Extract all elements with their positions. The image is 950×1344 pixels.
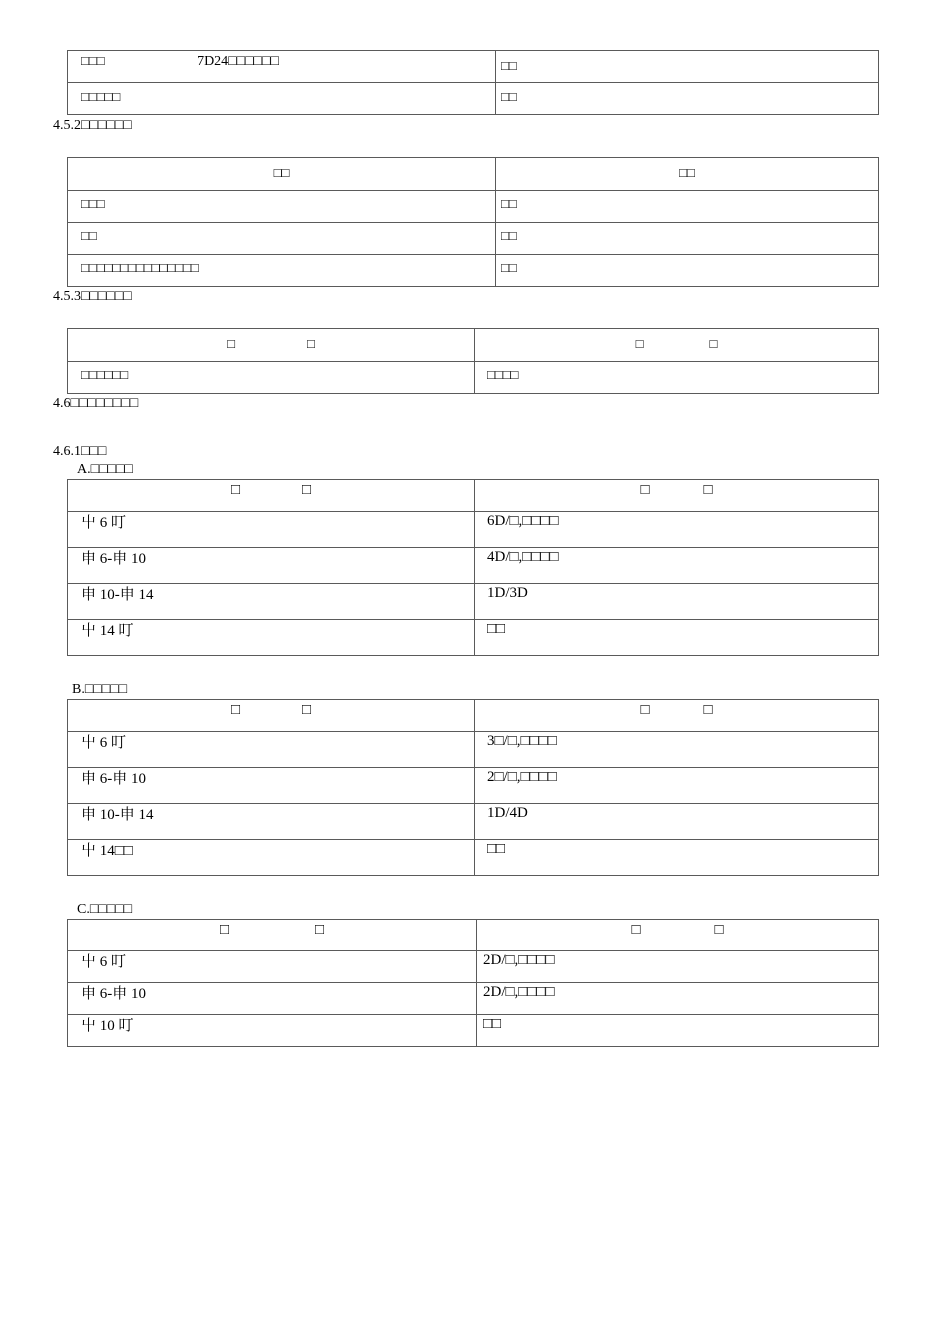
table-cell <box>475 768 879 804</box>
table-cell <box>68 584 475 620</box>
table-row <box>68 768 879 804</box>
table-header-cell <box>475 700 879 732</box>
table-header-row <box>68 329 879 362</box>
header-text: □ <box>640 482 650 498</box>
table-cell <box>68 362 475 394</box>
table-cell <box>475 732 879 768</box>
table-cell <box>68 840 475 876</box>
section-heading-4-5-3: 4.5.3□□□□□□ <box>53 289 132 304</box>
header-text: □ <box>307 336 315 351</box>
table-cell <box>475 548 879 584</box>
table-header-cell <box>496 158 879 191</box>
cell-text: 申 6-申 10 <box>81 986 146 1002</box>
cell-text: □□ <box>81 228 97 243</box>
table-row <box>68 840 879 876</box>
header-text: □ <box>315 922 325 938</box>
table-a-label: A.□□□□□ <box>77 462 133 477</box>
table-cell <box>68 768 475 804</box>
table-header-row <box>68 920 879 951</box>
cell-text: 屮 6 叮 <box>81 735 127 751</box>
table-header-row <box>68 700 879 732</box>
table-4-5-3 <box>67 328 879 394</box>
table-row <box>68 584 879 620</box>
table-row <box>68 83 879 115</box>
table-cell <box>496 223 879 255</box>
table-cell <box>477 951 879 983</box>
table-header-cell <box>68 480 475 512</box>
table-header-cell <box>68 158 496 191</box>
header-text: □ <box>703 702 713 718</box>
section-heading-4-6: 4.6□□□□□□□□ <box>53 396 139 411</box>
table-row <box>68 548 879 584</box>
table-b-label: B.□□□□□ <box>72 682 128 697</box>
cell-text: □□ <box>501 260 517 275</box>
table-row <box>68 1015 879 1047</box>
table-cell <box>68 951 477 983</box>
cell-text: 7D24□□□□□□ <box>197 54 279 69</box>
cell-text: 屮 6 叮 <box>81 954 127 970</box>
table-header-cell <box>477 920 879 951</box>
cell-text: □□ <box>501 196 517 211</box>
header-text: □ <box>640 702 650 718</box>
table-cell <box>68 223 496 255</box>
table-cell <box>475 840 879 876</box>
header-text: □ <box>631 922 641 938</box>
cell-text: 申 6-申 10 <box>81 771 146 787</box>
cell-text: 6D/□,□□□□ <box>487 513 559 529</box>
table-row <box>68 51 879 83</box>
table-cell <box>68 804 475 840</box>
cell-text: □□□□□□ <box>81 367 129 382</box>
table-cell <box>475 620 879 656</box>
cell-text: 3□/□,□□□□ <box>487 733 557 749</box>
table-cell <box>68 1015 477 1047</box>
table-cell <box>496 191 879 223</box>
header-text: □ <box>227 336 235 351</box>
cell-text: 4D/□,□□□□ <box>487 549 559 565</box>
header-text: □ <box>703 482 713 498</box>
cell-text: 申 10-申 14 <box>81 807 154 823</box>
header-text: □ <box>302 702 312 718</box>
table-cell <box>68 255 496 287</box>
table-header-row <box>68 158 879 191</box>
table-cell <box>68 620 475 656</box>
table-cell <box>496 255 879 287</box>
table-header-cell <box>68 920 477 951</box>
table-header-cell <box>475 480 879 512</box>
table-cell <box>475 512 879 548</box>
table-cell <box>496 83 879 115</box>
header-text: □□ <box>679 165 695 180</box>
table-cell <box>68 983 477 1015</box>
table-cell <box>68 51 496 83</box>
header-text: □□ <box>273 165 290 180</box>
cell-text: □□□ <box>81 196 105 211</box>
table-header-cell <box>68 700 475 732</box>
cell-text: 2□/□,□□□□ <box>487 769 557 785</box>
table-cell <box>68 732 475 768</box>
table-row <box>68 804 879 840</box>
cell-text: 屮 14 叮 <box>81 623 134 639</box>
cell-text: □□ <box>501 58 517 73</box>
table-header-row <box>68 480 879 512</box>
header-text: □ <box>302 482 312 498</box>
table-header-cell <box>68 329 475 362</box>
cell-text: □□ <box>487 621 506 637</box>
table-c <box>67 919 879 1047</box>
table-b <box>67 699 879 876</box>
table-cell <box>496 51 879 83</box>
cell-text: 申 10-申 14 <box>81 587 154 603</box>
section-heading-4-5-2: 4.5.2□□□□□□ <box>53 118 132 133</box>
table-c-label: C.□□□□□ <box>77 902 133 917</box>
header-text: □ <box>709 336 718 351</box>
table-cell <box>68 512 475 548</box>
cell-text: 1D/3D <box>487 585 528 601</box>
cell-text: □□□□□ <box>81 89 121 104</box>
table-cell <box>68 191 496 223</box>
cell-text: □□□□□□□□□□□□□□□ <box>81 260 199 275</box>
header-text: □ <box>230 702 240 718</box>
header-text: □ <box>635 336 644 351</box>
header-text: □ <box>714 922 724 938</box>
table-row <box>68 983 879 1015</box>
cell-text: □□ <box>483 1016 502 1032</box>
header-text: □ <box>219 922 229 938</box>
cell-text: 2D/□,□□□□ <box>483 984 555 1000</box>
table-row <box>68 951 879 983</box>
cell-text: □□□ <box>81 53 105 68</box>
table-a <box>67 479 879 656</box>
table-row <box>68 732 879 768</box>
cell-text: □□□□ <box>487 367 519 382</box>
table-row <box>68 512 879 548</box>
table-row <box>68 362 879 394</box>
section-heading-4-6-1: 4.6.1□□□ <box>53 444 107 459</box>
cell-text: 1D/4D <box>487 805 528 821</box>
cell-text: 屮 14□□ <box>81 843 133 859</box>
cell-text: 2D/□,□□□□ <box>483 952 555 968</box>
cell-text: □□ <box>487 841 506 857</box>
table-4-5-2 <box>67 157 879 287</box>
cell-text: 屮 10 叮 <box>81 1018 134 1034</box>
table-cell <box>477 983 879 1015</box>
table-row <box>68 191 879 223</box>
table-row <box>68 255 879 287</box>
cell-text: □□ <box>501 228 517 243</box>
table-cell <box>477 1015 879 1047</box>
cell-text: □□ <box>501 89 517 104</box>
table-cell <box>68 83 496 115</box>
table-cell <box>475 804 879 840</box>
table-header-cell <box>475 329 879 362</box>
cell-text: 申 6-申 10 <box>81 551 146 567</box>
top-table <box>67 50 879 115</box>
cell-text: 屮 6 叮 <box>81 515 127 531</box>
table-cell <box>68 548 475 584</box>
header-text: □ <box>230 482 240 498</box>
table-row <box>68 620 879 656</box>
table-row <box>68 223 879 255</box>
table-cell <box>475 362 879 394</box>
table-cell <box>475 584 879 620</box>
